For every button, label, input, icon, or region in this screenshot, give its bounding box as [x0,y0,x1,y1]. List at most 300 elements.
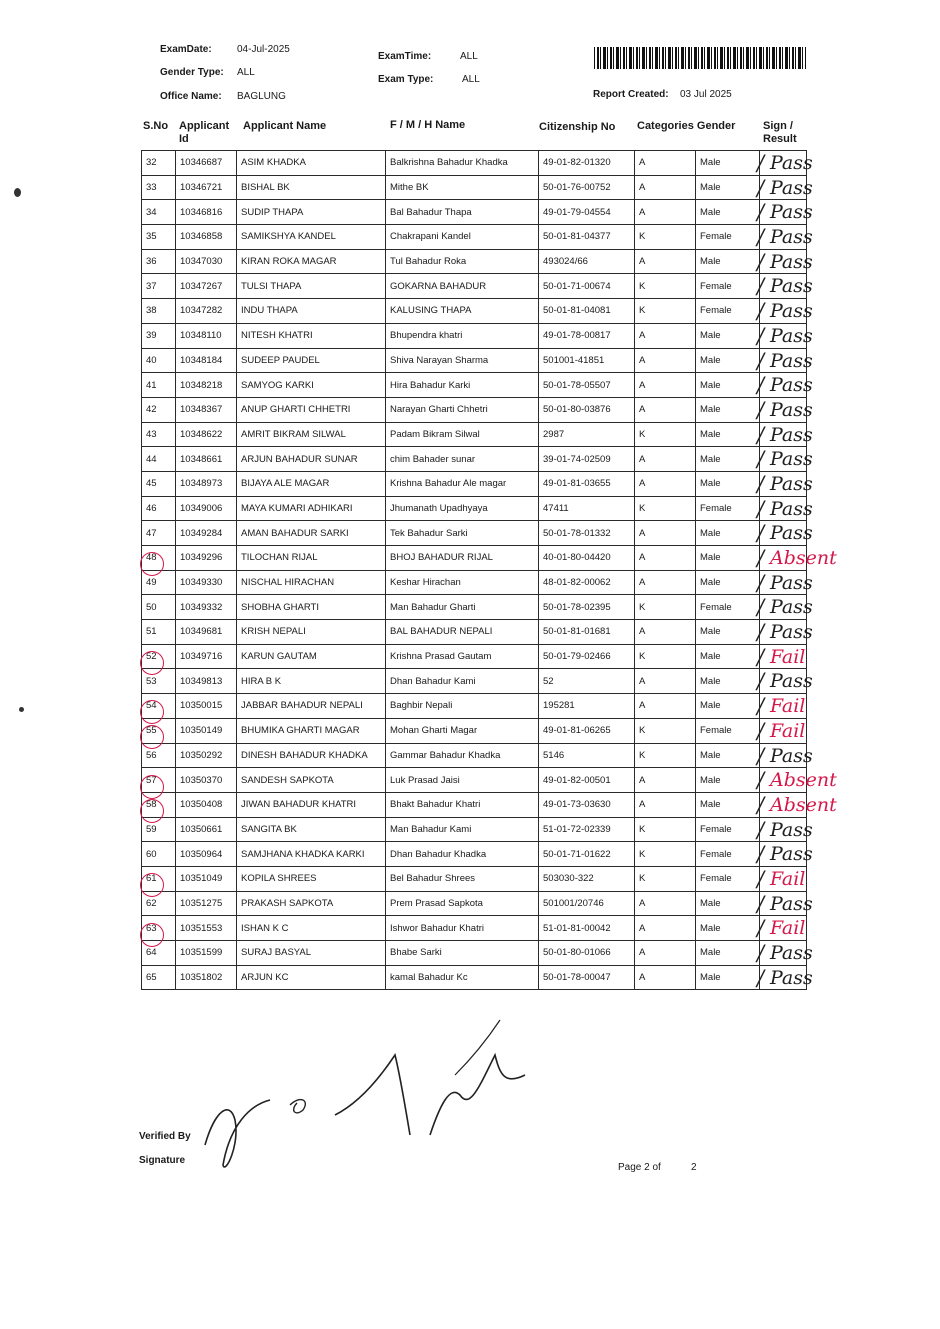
cell-citizenship: 493024/66 [539,249,635,274]
table-row [142,891,807,916]
cell-applicant-id: 10349296 [176,546,237,571]
cell-applicant-id: 10347030 [176,249,237,274]
cell-fmh-name: BHOJ BAHADUR RIJAL [386,546,539,571]
cell-sno [142,644,176,669]
table-row [142,299,807,324]
sign-stroke: / [757,669,765,694]
cell-category: K [635,496,696,521]
result-mark: Pass [770,448,813,471]
cell-sno: 38 [142,299,176,324]
cell-fmh-name: Bhabe Sarki [386,941,539,966]
result-mark: Fail [770,867,806,890]
table-row [142,620,807,645]
sign-stroke: / [757,965,765,990]
cell-category: A [635,891,696,916]
result-mark: Absent [770,769,837,792]
cell-result [757,570,813,595]
cell-category: K [635,422,696,447]
cell-applicant-name: ANUP GHARTI CHHETRI [237,397,386,422]
cell-applicant-name: BIJAYA ALE MAGAR [237,471,386,496]
sign-stroke: / [757,471,765,496]
cell-citizenship: 501001/20746 [539,891,635,916]
cell-applicant-name: JIWAN BAHADUR KHATRI [237,792,386,817]
sign-stroke: / [757,570,765,595]
cell-applicant-id: 10348184 [176,348,237,373]
cell-result [757,471,813,496]
cell-sno: 47 [142,521,176,546]
table-row [142,521,807,546]
cell-citizenship: 50-01-76-00752 [539,175,635,200]
sign-stroke: / [757,175,765,200]
office-name-label: Office Name: [160,91,222,102]
cell-result [757,644,807,669]
cell-category: K [635,644,696,669]
applicant-table [141,150,837,990]
cell-applicant-name: SHOBHA GHARTI [237,595,386,620]
result-mark: Fail [770,645,806,668]
cell-applicant-id: 10350149 [176,718,237,743]
sign-stroke: / [757,866,765,891]
sign-stroke: / [757,323,765,348]
col-categories-gender: Categories Gender [637,120,736,132]
cell-category: A [635,546,696,571]
cell-result [757,891,813,916]
table-row [142,274,807,299]
table-row [142,866,807,891]
cell-result [757,817,813,842]
cell-applicant-id: 10350408 [176,792,237,817]
cell-sno: 53 [142,669,176,694]
cell-applicant-id: 10351802 [176,965,237,990]
sno-circled: 48 [146,552,157,564]
table-row [142,768,807,793]
sign-stroke: / [757,891,765,916]
cell-applicant-id: 10349330 [176,570,237,595]
sign-stroke: / [757,941,765,965]
sign-stroke: / [757,373,765,398]
sno-circled: 63 [146,922,157,934]
result-mark: Pass [770,942,813,964]
result-mark: Pass [770,226,813,249]
cell-applicant-name: MAYA KUMARI ADHIKARI [237,496,386,521]
cell-gender: Male [696,916,760,941]
cell-gender: Male [696,521,760,546]
cell-sno: 43 [142,422,176,447]
cell-applicant-name: SAMYOG KARKI [237,373,386,398]
cell-result [757,521,813,546]
cell-gender: Male [696,200,760,225]
sign-stroke: / [757,422,765,447]
sign-stroke: / [757,694,765,719]
cell-sno: 64 [142,941,176,966]
cell-sno: 46 [142,496,176,521]
cell-result [757,768,837,793]
cell-category: K [635,866,696,891]
cell-fmh-name: KALUSING THAPA [386,299,539,324]
cell-applicant-name: DINESH BAHADUR KHADKA [237,743,386,768]
cell-gender: Female [696,274,760,299]
cell-applicant-id: 10351553 [176,916,237,941]
cell-result [757,397,813,422]
cell-result [757,743,813,768]
table-row [142,225,807,250]
result-mark: Pass [770,892,813,915]
cell-gender: Male [696,175,760,200]
exam-date-label: ExamDate: [160,44,212,55]
cell-gender: Female [696,299,760,324]
cell-result [757,200,813,225]
cell-applicant-name: SANDESH SAPKOTA [237,768,386,793]
cell-gender: Female [696,595,760,620]
cell-applicant-id: 10349681 [176,620,237,645]
cell-gender: Male [696,323,760,348]
cell-category: K [635,595,696,620]
cell-fmh-name: Chakrapani Kandel [386,225,539,250]
cell-fmh-name: Jhumanath Upadhyaya [386,496,539,521]
sign-stroke: / [757,546,765,570]
cell-gender: Male [696,941,760,966]
result-mark: Fail [770,917,806,940]
cell-applicant-id: 10351049 [176,866,237,891]
cell-applicant-name: SURAJ BASYAL [237,941,386,966]
sno-circled: 58 [146,799,157,811]
cell-category: A [635,447,696,472]
cell-category: A [635,397,696,422]
result-mark: Pass [770,374,813,397]
cell-applicant-name: JABBAR BAHADUR NEPALI [237,694,386,719]
cell-citizenship: 50-01-78-02395 [539,595,635,620]
cell-category: K [635,299,696,324]
cell-category: A [635,249,696,274]
cell-sno [142,916,176,941]
cell-citizenship: 50-01-81-01681 [539,620,635,645]
cell-gender: Male [696,792,760,817]
cell-applicant-name: KIRAN ROKA MAGAR [237,249,386,274]
cell-gender: Female [696,225,760,250]
table-row [142,323,807,348]
sno-circled: 52 [146,651,157,663]
cell-applicant-name: TULSI THAPA [237,274,386,299]
cell-fmh-name: Bel Bahadur Shrees [386,866,539,891]
sign-stroke: / [757,644,765,669]
cell-applicant-id: 10348218 [176,373,237,398]
cell-applicant-name: BHUMIKA GHARTI MAGAR [237,718,386,743]
cell-category: K [635,718,696,743]
cell-fmh-name: Dhan Bahadur Kami [386,669,539,694]
cell-sno: 33 [142,175,176,200]
cell-citizenship: 49-01-82-00501 [539,768,635,793]
cell-sno: 50 [142,595,176,620]
cell-applicant-id: 10348110 [176,323,237,348]
result-mark: Pass [770,423,813,446]
cell-applicant-id: 10350370 [176,768,237,793]
cell-gender: Male [696,249,760,274]
cell-result [757,274,813,299]
cell-category: K [635,817,696,842]
col-fmh-name: F / M / H Name [390,119,466,131]
result-mark: Pass [770,670,813,693]
cell-sno: 51 [142,620,176,645]
sign-stroke: / [757,397,765,422]
cell-citizenship: 5146 [539,743,635,768]
cell-sno [142,546,176,571]
cell-gender: Male [696,965,760,990]
cell-gender: Female [696,496,760,521]
cell-category: A [635,965,696,990]
col-sign-result: Sign / Result [763,120,797,145]
gender-type-label: Gender Type: [160,67,224,78]
cell-sno: 32 [142,151,176,176]
cell-citizenship: 503030-322 [539,866,635,891]
cell-citizenship: 49-01-78-00817 [539,323,635,348]
cell-fmh-name: Gammar Bahadur Khadka [386,743,539,768]
sign-stroke: / [757,299,765,324]
cell-fmh-name: BAL BAHADUR NEPALI [386,620,539,645]
cell-result [757,249,813,274]
cell-gender: Male [696,151,760,176]
cell-applicant-id: 10350964 [176,842,237,867]
cell-applicant-id: 10350661 [176,817,237,842]
cell-citizenship: 49-01-81-06265 [539,718,635,743]
cell-category: A [635,620,696,645]
table-row [142,916,807,941]
exam-type-label: Exam Type: [378,74,434,85]
cell-sno [142,768,176,793]
page-label: Page 2 of [618,1162,661,1173]
result-mark: Pass [770,472,813,495]
result-mark: Pass [770,176,813,199]
cell-fmh-name: Tul Bahadur Roka [386,249,539,274]
cell-citizenship: 50-01-81-04081 [539,299,635,324]
cell-result [757,225,813,250]
cell-citizenship: 50-01-78-01332 [539,521,635,546]
table-row [142,373,807,398]
cell-fmh-name: Man Bahadur Gharti [386,595,539,620]
cell-gender: Male [696,694,760,719]
col-applicant-id: Applicant Id [179,120,230,145]
cell-category: A [635,151,696,176]
result-mark: Pass [770,596,813,619]
signature-scribble [195,1015,555,1175]
cell-category: A [635,471,696,496]
cell-gender: Female [696,866,760,891]
cell-fmh-name: Krishna Prasad Gautam [386,644,539,669]
col-applicant-name: Applicant Name [243,120,327,132]
result-mark: Pass [770,522,813,545]
cell-result [757,299,813,324]
cell-result [757,447,813,472]
cell-citizenship: 49-01-81-03655 [539,471,635,496]
exam-time-value: ALL [460,51,478,62]
cell-citizenship: 47411 [539,496,635,521]
cell-fmh-name: Padam Bikram Silwal [386,422,539,447]
cell-applicant-name: AMAN BAHADUR SARKI [237,521,386,546]
table-row [142,249,807,274]
cell-result [757,941,813,966]
cell-category: A [635,941,696,966]
sign-stroke: / [757,274,765,299]
sign-stroke: / [757,768,765,793]
result-mark: Pass [770,324,813,347]
sign-stroke: / [757,620,765,645]
cell-citizenship: 51-01-81-00042 [539,916,635,941]
cell-category: A [635,348,696,373]
cell-gender: Male [696,644,760,669]
cell-citizenship: 50-01-81-04377 [539,225,635,250]
sign-stroke: / [757,792,765,817]
table-row [142,422,807,447]
cell-applicant-id: 10347282 [176,299,237,324]
table-row [142,546,807,571]
result-mark: Pass [770,744,813,767]
cell-applicant-name: SAMJHANA KHADKA KARKI [237,842,386,867]
cell-applicant-id: 10348973 [176,471,237,496]
table-row [142,743,807,768]
cell-result [757,620,813,645]
table-row [142,175,807,200]
cell-sno [142,866,176,891]
verified-by-label: Verified By [139,1131,191,1142]
result-mark: Pass [770,300,813,323]
cell-citizenship: 50-01-80-01066 [539,941,635,966]
result-mark: Absent [770,793,837,816]
table-row [142,669,807,694]
table-row [142,694,807,719]
sign-stroke: / [757,200,765,225]
report-created-value: 03 Jul 2025 [680,89,732,100]
cell-applicant-id: 10349006 [176,496,237,521]
sign-stroke: / [757,916,765,941]
report-created-label: Report Created: [593,89,669,100]
sign-stroke: / [757,225,765,250]
cell-applicant-name: NISCHAL HIRACHAN [237,570,386,595]
cell-applicant-id: 10347267 [176,274,237,299]
cell-fmh-name: Tek Bahadur Sarki [386,521,539,546]
cell-category: K [635,225,696,250]
cell-applicant-id: 10351275 [176,891,237,916]
col-sno: S.No [143,120,169,132]
cell-gender: Male [696,669,760,694]
cell-category: A [635,916,696,941]
scan-speck [14,188,21,197]
cell-applicant-name: SUDEEP PAUDEL [237,348,386,373]
cell-citizenship: 50-01-71-01622 [539,842,635,867]
cell-citizenship: 49-01-82-01320 [539,151,635,176]
cell-fmh-name: Mithe BK [386,175,539,200]
cell-sno: 65 [142,965,176,990]
result-mark: Pass [770,201,813,224]
cell-applicant-name: ISHAN K C [237,916,386,941]
cell-category: K [635,743,696,768]
cell-applicant-name: TILOCHAN RIJAL [237,546,386,571]
page-total: 2 [691,1162,697,1173]
office-name-value: BAGLUNG [237,91,286,102]
cell-citizenship: 501001-41851 [539,348,635,373]
cell-result [757,175,813,200]
result-mark: Fail [770,695,806,718]
cell-citizenship: 2987 [539,422,635,447]
table-row [142,718,807,743]
gender-type-value: ALL [237,67,255,78]
cell-sno: 44 [142,447,176,472]
result-mark: Pass [770,250,813,273]
sign-stroke: / [757,521,765,546]
cell-category: A [635,792,696,817]
cell-category: A [635,521,696,546]
result-mark: Pass [770,349,813,372]
sno-circled: 54 [146,700,157,712]
cell-result [757,595,813,620]
cell-sno: 35 [142,225,176,250]
cell-result [757,151,813,176]
cell-category: A [635,200,696,225]
sign-stroke: / [757,496,765,521]
cell-citizenship: 51-01-72-02339 [539,817,635,842]
cell-applicant-name: ASIM KHADKA [237,151,386,176]
cell-applicant-id: 10350015 [176,694,237,719]
cell-fmh-name: Hira Bahadur Karki [386,373,539,398]
cell-sno: 41 [142,373,176,398]
cell-sno [142,694,176,719]
sign-stroke: / [757,817,765,842]
cell-applicant-name: BISHAL BK [237,175,386,200]
cell-citizenship: 50-01-71-00674 [539,274,635,299]
cell-fmh-name: Prem Prasad Sapkota [386,891,539,916]
cell-applicant-name: AMRIT BIKRAM SILWAL [237,422,386,447]
cell-applicant-name: KRISH NEPALI [237,620,386,645]
result-mark: Fail [770,719,806,742]
cell-result [757,718,807,743]
cell-applicant-id: 10346721 [176,175,237,200]
exam-type-value: ALL [462,74,480,85]
cell-category: A [635,669,696,694]
table-row [142,644,807,669]
sign-stroke: / [757,151,765,175]
cell-fmh-name: Bal Bahadur Thapa [386,200,539,225]
table-row [142,348,807,373]
cell-fmh-name: Ishwor Bahadur Khatri [386,916,539,941]
sign-stroke: / [757,447,765,472]
table-row [142,817,807,842]
cell-citizenship: 50-01-79-02466 [539,644,635,669]
cell-result [757,792,837,817]
exam-date-value: 04-Jul-2025 [237,44,290,55]
cell-fmh-name: Bhupendra khatri [386,323,539,348]
cell-category: A [635,694,696,719]
cell-citizenship: 49-01-79-04554 [539,200,635,225]
cell-fmh-name: Dhan Bahadur Khadka [386,842,539,867]
cell-fmh-name: Krishna Bahadur Ale magar [386,471,539,496]
result-mark: Pass [770,275,813,298]
sno-circled: 57 [146,774,157,786]
table-row [142,447,807,472]
cell-gender: Male [696,422,760,447]
cell-citizenship: 50-01-78-00047 [539,965,635,990]
cell-citizenship: 52 [539,669,635,694]
cell-result [757,546,837,571]
cell-applicant-id: 10348661 [176,447,237,472]
cell-gender: Female [696,718,760,743]
cell-applicant-id: 10348622 [176,422,237,447]
cell-applicant-name: SANGITA BK [237,817,386,842]
cell-gender: Male [696,447,760,472]
cell-applicant-id: 10351599 [176,941,237,966]
cell-applicant-id: 10349284 [176,521,237,546]
table-row [142,200,807,225]
table-row [142,471,807,496]
signature-label: Signature [139,1155,186,1166]
cell-citizenship: 195281 [539,694,635,719]
